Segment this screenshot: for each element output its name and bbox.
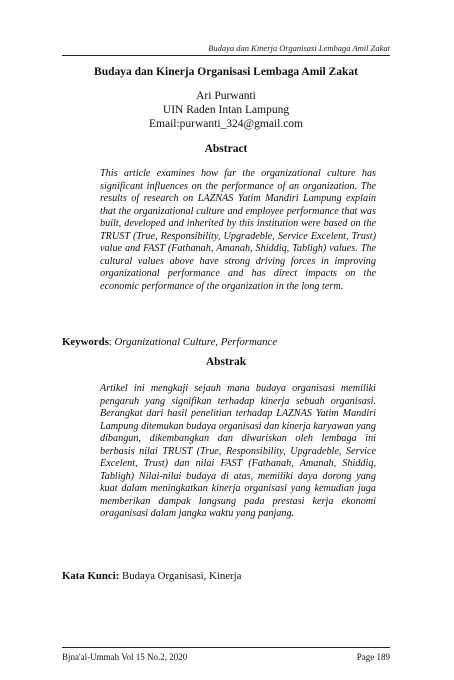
footer-rule: [62, 647, 390, 648]
abstrak-text: Artikel ini mengkaji sejauh mana budaya organisasi memiliki pengaruh yang signifikan terhadap kinerja sebuah organisasi. Berangkat dari hasil penelitian terhadap LAZNAS Yatim Mandiri Lampung ditemukan budaya organisasi dan kinerja karyawan yang dibangun, dikembangkan dan diwariskan oleh lembaga ini berbasis nilai TRUST (True, Responsibility, Upgradeble, Service Excelent, Trust) dan nilai FAST (Fathanah, Amanah, Shiddiq, Tabligh) Nilai-nilai budaya di atas, memiliki daya dorong yang kuat dalam meningkatkan kinerja organisasi yang kemudian juga memberikan dampak langsung pada prestasi kerja ekonomi oraganisasi dalam jangka waktu yang panjang.: [100, 383, 376, 519]
header-rule: [62, 55, 390, 56]
author-block: [62, 89, 390, 131]
kata-kunci-label: Kata Kunci: [62, 570, 116, 582]
author-affiliation: UIN Raden Intan Lampung: [162, 104, 290, 116]
footer-journal: Bjna'al-Ummah Vol 15 No.2, 2020: [62, 652, 188, 662]
abstrak-heading: Abstrak: [205, 356, 247, 368]
kata-kunci-text: Budaya Organisasi, Kinerja: [122, 570, 242, 582]
author-name: Ari Purwanti: [196, 90, 256, 102]
abstract-text: This article examines how far the organizational culture has significant influences on the performance of an organization. The results of research on LAZNAS Yatim Mandiri Lampung explain that the organizational culture and employee performance that was built, developed and inherited by this institution were based on the TRUST (True, Responsibility, Upgradeble, Service Excelent, Trust) value and FAST (Fathanah, Amanah, Shiddiq, Tabligh) values. The cultural values above have strong driving forces in improving organizational performance and has direct impacts on the economic performance of the organization in the long term.: [100, 168, 376, 292]
footer-page-number: Page 189: [356, 652, 390, 662]
keywords-en: [62, 336, 390, 348]
keywords-text: Organizational Culture, Performance: [114, 336, 278, 348]
running-head: Budaya dan Kinerja Organisasi Lembaga Amil Zakat: [208, 43, 390, 53]
kata-kunci-separator: :: [115, 570, 122, 582]
paper-title: Budaya dan Kinerja Organisasi Lembaga Amil Zakat: [94, 66, 358, 78]
abstract-heading: Abstract: [204, 143, 248, 155]
kata-kunci: [62, 570, 390, 582]
author-email: Email:purwanti_324@gmail.com: [149, 118, 303, 130]
keywords-label: Keywords: [62, 336, 109, 348]
keywords-separator: :: [108, 336, 115, 348]
